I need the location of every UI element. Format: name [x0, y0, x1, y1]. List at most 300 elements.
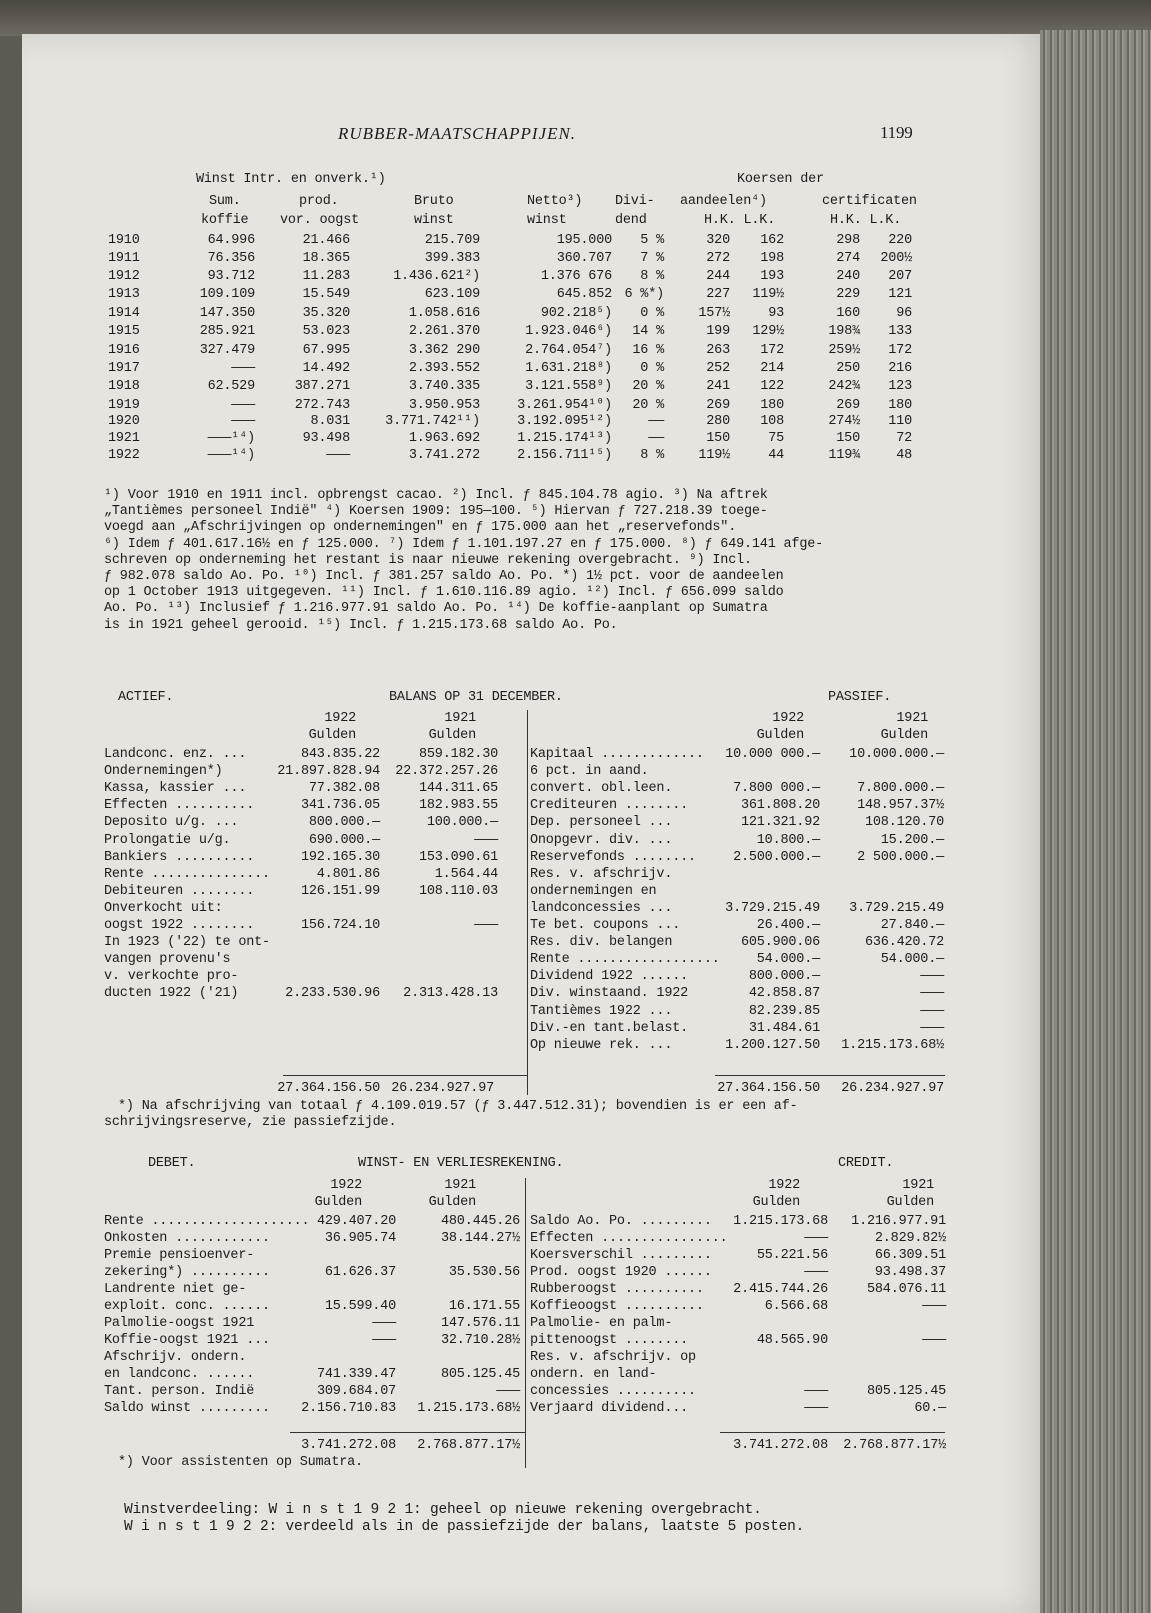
- footnote-line: op 1 October 1913 uitgegeven. ¹¹) Incl. ƒ 1.610.116.89 agio. ¹²) Incl. ƒ 656.099 saldo: [104, 585, 784, 601]
- actief-1922: 126.151.99: [300, 883, 380, 899]
- debet-1922: ———: [372, 1333, 396, 1348]
- actief-1922: 156.724.10: [300, 918, 380, 933]
- debet-1921: 480.445.26: [440, 1214, 520, 1229]
- balans-unit-d: Gulden: [880, 728, 928, 743]
- actief-1922: 77.382.08: [308, 781, 380, 797]
- balans-year-1921-p: 1921: [896, 711, 928, 726]
- credit-title: CREDIT.: [838, 1156, 894, 1171]
- debet-1921: 38.144.27½: [440, 1231, 520, 1246]
- footnote-line: ¹) Voor 1910 en 1911 incl. opbrengst cacao. ²) Incl. ƒ 845.104.78 agio. ³) Na aftrek: [104, 488, 768, 503]
- debet-1921: 16.171.55: [448, 1299, 520, 1314]
- passief-1922: 2.500.000.—: [733, 849, 820, 865]
- sum-cell: ———: [231, 414, 255, 429]
- passief-1922: 121.321.92: [740, 815, 820, 831]
- cert-hk-cell: 274: [836, 251, 860, 266]
- head-bruto2: winst: [414, 213, 454, 228]
- balans-year-1922: 1922: [324, 711, 356, 726]
- netto-cell: 3.192.095¹²): [517, 414, 612, 429]
- actief-1921: 22.372.257.26: [395, 764, 498, 780]
- prod-cell: 67.995: [302, 343, 350, 358]
- head-sum2: koffie: [201, 213, 249, 228]
- passief-total-rule: [715, 1075, 945, 1076]
- credit-label: Prod. oogst 1920 ......: [530, 1265, 712, 1280]
- cert-hk-cell: 298: [836, 233, 860, 248]
- head-bruto: Bruto: [414, 194, 454, 209]
- winst-year-1922-c: 1922: [768, 1178, 800, 1193]
- actief-total-1922: 27.364.156.50: [277, 1081, 380, 1096]
- passief-label: convert. obl.leen.: [530, 781, 673, 797]
- netto-cell: 3.121.558⁹): [525, 379, 612, 394]
- debet-1921: ———: [496, 1384, 520, 1399]
- bruto-cell: 3.362 290: [408, 343, 480, 358]
- aandeelen-lk-cell: 119½: [752, 287, 784, 302]
- actief-title: ACTIEF.: [118, 690, 174, 705]
- passief-1921: 636.420.72: [864, 935, 944, 951]
- aandeelen-hk-cell: 269: [706, 398, 730, 413]
- actief-label: ducten 1922 ('21): [104, 986, 239, 1002]
- cert-lk-cell: 133: [888, 324, 912, 339]
- bruto-cell: 3.771.742¹¹): [385, 414, 480, 429]
- credit-1922: 48.565.90: [756, 1333, 828, 1348]
- actief-label: vangen provenu's: [104, 952, 231, 968]
- debet-label: Landrente niet ge-: [104, 1282, 247, 1297]
- head-aand2: H.K. L.K.: [704, 213, 776, 228]
- year-cell: 1915: [108, 324, 140, 339]
- actief-total-rule: [283, 1075, 528, 1076]
- aandeelen-lk-cell: 198: [760, 251, 784, 266]
- dividend-cell: 14 %: [632, 324, 664, 339]
- passief-1921: ———: [920, 1003, 944, 1019]
- credit-1922: ———: [804, 1384, 828, 1399]
- actief-label: oogst 1922 ........: [104, 918, 255, 933]
- balans-divider: [527, 710, 528, 1095]
- actief-1922: 690.000.—: [308, 832, 380, 848]
- passief-1921: 2 500.000.—: [857, 849, 944, 865]
- sum-cell: 327.479: [199, 343, 255, 358]
- passief-1922: 82.239.85: [748, 1003, 820, 1019]
- passief-1921: 10.000.000.—: [849, 747, 944, 762]
- netto-cell: 1.631.218⁸): [525, 361, 612, 376]
- debet-total-1922: 3.741.272.08: [301, 1438, 396, 1453]
- passief-1921: ———: [920, 969, 944, 985]
- credit-1922: 55.221.56: [756, 1248, 828, 1263]
- credit-1921: 66.309.51: [874, 1248, 946, 1263]
- passief-1922: 3.729.215.49: [725, 900, 820, 916]
- debet-label: Saldo winst .........: [104, 1401, 270, 1416]
- actief-label: v. verkochte pro-: [104, 969, 239, 985]
- dividend-cell: 0 %: [640, 361, 664, 376]
- actief-label: Prolongatie u/g.: [104, 832, 231, 848]
- cert-lk-cell: 180: [888, 398, 912, 413]
- passief-1922: 7.800 000.—: [733, 781, 820, 797]
- cert-hk-cell: 240: [836, 269, 860, 284]
- winst-unit-c: Gulden: [752, 1195, 800, 1210]
- cert-lk-cell: 110: [888, 414, 912, 429]
- netto-cell: 360.707: [556, 251, 612, 266]
- dividend-cell: 20 %: [632, 398, 664, 413]
- credit-1922: 6.566.68: [764, 1299, 828, 1314]
- winst-unit-b: Gulden: [428, 1195, 476, 1210]
- cert-lk-cell: 216: [888, 361, 912, 376]
- bruto-cell: 1.058.616: [408, 306, 480, 321]
- actief-1921: 1.564.44: [434, 866, 498, 882]
- passief-label: Div. winstaand. 1922: [530, 986, 689, 1002]
- aandeelen-lk-cell: 122: [760, 379, 784, 394]
- aandeelen-hk-cell: 150: [706, 431, 730, 446]
- head-netto: Netto³): [527, 194, 583, 209]
- balans-title: BALANS OP 31 DECEMBER.: [389, 690, 563, 705]
- aandeelen-lk-cell: 172: [760, 343, 784, 358]
- debet-total-rule: [290, 1432, 525, 1433]
- cert-lk-cell: 123: [888, 379, 912, 394]
- credit-label: Koffieoogst ..........: [530, 1299, 704, 1314]
- passief-1922: 361.808.20: [740, 798, 820, 814]
- bruto-cell: 3.950.953: [408, 398, 480, 413]
- netto-cell: 2.764.054⁷): [525, 343, 612, 358]
- actief-label: Rente ...............: [104, 866, 270, 882]
- cert-hk-cell: 274½: [828, 414, 860, 429]
- dividend-cell: ——: [648, 431, 664, 446]
- passief-1922: 10.000 000.—: [725, 747, 820, 762]
- actief-label: Ondernemingen*): [104, 764, 223, 780]
- passief-1922: 1.200.127.50: [725, 1037, 820, 1053]
- prod-cell: 14.492: [302, 361, 350, 376]
- balans-unit-a: Gulden: [308, 728, 356, 743]
- cert-hk-cell: 229: [836, 287, 860, 302]
- sum-cell: 64.996: [207, 233, 255, 248]
- aandeelen-hk-cell: 199: [706, 324, 730, 339]
- aandeelen-lk-cell: 75: [768, 431, 784, 446]
- bruto-cell: 3.741.272: [408, 448, 480, 463]
- balans-unit-c: Gulden: [756, 728, 804, 743]
- footnote-line: is in 1921 geheel gerooid. ¹⁵) Incl. ƒ 1.215.173.68 saldo Ao. Po.: [104, 617, 618, 633]
- aandeelen-hk-cell: 244: [706, 269, 730, 284]
- actief-label: Deposito u/g. ...: [104, 815, 239, 831]
- credit-label: Palmolie- en palm-: [530, 1316, 673, 1331]
- debet-1922: 741.339.47: [316, 1367, 396, 1382]
- debet-1921: 1.215.173.68½: [417, 1401, 520, 1416]
- credit-1922: ———: [804, 1265, 828, 1280]
- aandeelen-lk-cell: 193: [760, 269, 784, 284]
- cert-lk-cell: 207: [888, 269, 912, 284]
- debet-label: exploit. conc. ......: [104, 1299, 270, 1314]
- passief-1921: 54.000.—: [880, 952, 944, 968]
- passief-1921: 148.957.37½: [857, 798, 944, 814]
- head-prod2: vor. oogst: [280, 213, 360, 228]
- prod-cell: 8.031: [310, 414, 350, 429]
- dividend-cell: 16 %: [632, 343, 664, 358]
- aandeelen-hk-cell: 119½: [698, 448, 730, 463]
- actief-1922: 21.897.828.94: [277, 764, 380, 780]
- actief-label: In 1923 ('22) te ont-: [104, 935, 270, 951]
- year-cell: 1920: [108, 414, 140, 429]
- credit-label: Rubberoogst ..........: [530, 1282, 704, 1297]
- credit-1921: 805.125.45: [866, 1384, 946, 1399]
- debet-1922: 15.599.40: [324, 1299, 396, 1314]
- credit-label: pittenoogst ........: [530, 1333, 689, 1348]
- credit-1921: 1.216.977.91: [851, 1214, 946, 1229]
- actief-1921: 100.000.—: [426, 815, 498, 831]
- sum-cell: 93.712: [207, 269, 255, 284]
- cert-hk-cell: 259½: [828, 343, 860, 358]
- aandeelen-lk-cell: 93: [768, 306, 784, 321]
- dividend-cell: 8 %: [640, 269, 664, 284]
- aandeelen-lk-cell: 214: [760, 361, 784, 376]
- netto-cell: 1.923.046⁶): [525, 324, 612, 339]
- netto-cell: 1.376 676: [540, 269, 612, 284]
- winst-year-1921: 1921: [444, 1178, 476, 1193]
- balans-year-1921: 1921: [444, 711, 476, 726]
- passief-label: Reservefonds ........: [530, 849, 696, 865]
- balans-year-1922-p: 1922: [772, 711, 804, 726]
- book-page-edges: [1040, 30, 1151, 1613]
- bruto-cell: 623.109: [424, 287, 480, 302]
- year-cell: 1914: [108, 306, 140, 321]
- debet-1922: 2.156.710.83: [301, 1401, 396, 1416]
- actief-1921: 153.090.61: [418, 849, 498, 865]
- actief-1922: 341.736.05: [300, 798, 380, 814]
- aandeelen-lk-cell: 162: [760, 233, 784, 248]
- dividend-cell: 8 %: [640, 448, 664, 463]
- actief-1921: 108.110.03: [418, 883, 498, 899]
- credit-1922: ———: [804, 1231, 828, 1246]
- winstverdeeling-1922: W i n s t 1 9 2 2: verdeeld als in de passiefzijde der balans, laatste 5 posten.: [124, 1519, 805, 1535]
- sum-cell: ———: [231, 361, 255, 376]
- prod-cell: 93.498: [302, 431, 350, 446]
- cert-hk-cell: 119¾: [828, 448, 860, 463]
- passief-label: Onopgevr. div. ...: [530, 832, 673, 848]
- sum-cell: ———¹⁴): [207, 448, 255, 463]
- cert-lk-cell: 200½: [880, 251, 912, 266]
- winst-year-1922: 1922: [330, 1178, 362, 1193]
- passief-1921: 3.729.215.49: [849, 900, 944, 916]
- aandeelen-lk-cell: 44: [768, 448, 784, 463]
- head-cert2: H.K. L.K.: [830, 213, 902, 228]
- debet-label: Afschrijv. ondern.: [104, 1350, 247, 1365]
- prod-cell: 21.466: [302, 233, 350, 248]
- netto-cell: 3.261.954¹⁰): [517, 398, 612, 413]
- sum-cell: 285.921: [199, 324, 255, 339]
- head-sum: Sum.: [209, 194, 241, 209]
- netto-cell: 645.852: [556, 287, 612, 302]
- dividend-cell: 7 %: [640, 251, 664, 266]
- winst-note: *) Voor assistenten op Sumatra.: [118, 1455, 363, 1470]
- passief-1921: 1.215.173.68½: [841, 1037, 944, 1053]
- winstverdeeling-1921: Winstverdeeling: W i n s t 1 9 2 1: geheel op nieuwe rekening overgebracht.: [124, 1502, 762, 1518]
- credit-1921: 60.—: [914, 1401, 946, 1416]
- credit-1922: 2.415.744.26: [733, 1282, 828, 1297]
- winst-unit-a: Gulden: [314, 1195, 362, 1210]
- credit-label: Verjaard dividend...: [530, 1401, 689, 1416]
- cert-lk-cell: 96: [896, 306, 912, 321]
- year-cell: 1913: [108, 287, 140, 302]
- year-cell: 1921: [108, 431, 140, 446]
- debet-label: Tant. person. Indië: [104, 1384, 255, 1399]
- passief-1922: 10.800.—: [756, 832, 820, 848]
- cert-hk-cell: 250: [836, 361, 860, 376]
- prod-cell: 53.023: [302, 324, 350, 339]
- bruto-cell: 215.709: [424, 233, 480, 248]
- aandeelen-hk-cell: 280: [706, 414, 730, 429]
- sum-cell: 147.350: [199, 306, 255, 321]
- debet-1921: 805.125.45: [440, 1367, 520, 1382]
- actief-1921: 2.313.428.13: [403, 986, 498, 1002]
- head-divi2: dend: [615, 213, 647, 228]
- balans-note-2: schrijvingsreserve, zie passiefzijde.: [104, 1115, 397, 1130]
- sum-cell: ———¹⁴): [207, 431, 255, 446]
- actief-label: Kassa, kassier ...: [104, 781, 247, 797]
- debet-1922: 61.626.37: [324, 1265, 396, 1280]
- credit-label: ondern. en land-: [530, 1367, 657, 1382]
- passief-1922: 800.000.—: [748, 969, 820, 985]
- winst-year-1921-c: 1921: [902, 1178, 934, 1193]
- passief-label: Res. div. belangen: [530, 935, 673, 951]
- actief-1922: 800.000.—: [308, 815, 380, 831]
- page-number: 1199: [880, 123, 913, 142]
- actief-label: Bankiers ..........: [104, 849, 255, 865]
- debet-1922: 309.684.07: [316, 1384, 396, 1399]
- prod-cell: 387.271: [294, 379, 350, 394]
- credit-total-rule: [720, 1432, 945, 1433]
- prod-cell: 15.549: [302, 287, 350, 302]
- bruto-cell: 3.740.335: [408, 379, 480, 394]
- debet-label: en landconc. ......: [104, 1367, 255, 1382]
- dividend-cell: 6 %*): [624, 287, 664, 302]
- debet-1922: 36.905.74: [324, 1231, 396, 1246]
- year-cell: 1910: [108, 233, 140, 248]
- passief-label: Kapitaal .............: [530, 747, 704, 762]
- passief-label: 6 pct. in aand.: [530, 764, 649, 780]
- winst-unit-d: Gulden: [886, 1195, 934, 1210]
- dividend-cell: ——: [648, 414, 664, 429]
- bruto-cell: 2.261.370: [408, 324, 480, 339]
- debet-label: Premie pensioenver-: [104, 1248, 255, 1263]
- passief-1921: 108.120.70: [864, 815, 944, 831]
- sum-cell: 109.109: [199, 287, 255, 302]
- prod-cell: 11.283: [302, 269, 350, 284]
- actief-1922: 843.835.22: [300, 747, 380, 762]
- actief-1921: ———: [474, 918, 498, 933]
- passief-1922: 605.900.06: [740, 935, 820, 951]
- debet-label: Rente ....................: [104, 1214, 310, 1229]
- year-cell: 1911: [108, 251, 140, 266]
- aandeelen-lk-cell: 180: [760, 398, 784, 413]
- passief-label: Res. v. afschrijv.: [530, 866, 673, 882]
- passief-label: Op nieuwe rek. ...: [530, 1037, 673, 1053]
- debet-1922: ———: [372, 1316, 396, 1331]
- netto-cell: 195.000: [556, 233, 612, 248]
- actief-label: Effecten ..........: [104, 798, 255, 814]
- actief-1922: 4.801.86: [316, 866, 380, 882]
- cert-hk-cell: 269: [836, 398, 860, 413]
- passief-label: landconcessies ...: [530, 900, 673, 916]
- aandeelen-hk-cell: 272: [706, 251, 730, 266]
- netto-cell: 902.218⁵): [540, 306, 612, 321]
- debet-title: DEBET.: [148, 1156, 196, 1171]
- aandeelen-hk-cell: 227: [706, 287, 730, 302]
- debet-label: Koffie-oogst 1921 ...: [104, 1333, 270, 1348]
- prod-cell: ———: [326, 448, 350, 463]
- actief-label: Onverkocht uit:: [104, 900, 223, 916]
- head-aand: aandeelen⁴): [680, 194, 767, 209]
- credit-label: Res. v. afschrijv. op: [530, 1350, 696, 1365]
- passief-1921: ———: [920, 1020, 944, 1036]
- credit-total-1921: 2.768.877.17½: [843, 1438, 946, 1453]
- footnote-line: Ao. Po. ¹³) Inclusief ƒ 1.216.977.91 saldo Ao. Po. ¹⁴) De koffie-aanplant op Sumatra: [104, 601, 768, 617]
- bruto-cell: 1.436.621²): [393, 269, 480, 284]
- actief-total-1921: 26.234.927.97: [391, 1081, 494, 1096]
- debet-1921: 32.710.28½: [440, 1333, 520, 1348]
- credit-1921: 584.076.11: [866, 1282, 946, 1297]
- balans-unit-b: Gulden: [428, 728, 476, 743]
- actief-1922: 2.233.530.96: [285, 986, 380, 1002]
- scan-top-edge: [0, 0, 1151, 36]
- netto-cell: 2.156.711¹⁵): [517, 448, 612, 463]
- actief-1922: 192.165.30: [300, 849, 380, 865]
- head-divi: Divi-: [615, 194, 655, 209]
- passief-label: Te bet. coupons ...: [530, 918, 681, 933]
- head-cert: certificaten: [822, 194, 917, 209]
- prod-cell: 18.365: [302, 251, 350, 266]
- actief-1921: 144.311.65: [418, 781, 498, 797]
- dividend-cell: 20 %: [632, 379, 664, 394]
- year-cell: 1922: [108, 448, 140, 463]
- year-cell: 1916: [108, 343, 140, 358]
- credit-1922: 1.215.173.68: [733, 1214, 828, 1229]
- winst-title: WINST- EN VERLIESREKENING.: [358, 1156, 564, 1171]
- balans-note-1: *) Na afschrijving van totaal ƒ 4.109.019.57 (ƒ 3.447.512.31); bovendien is er een af-: [118, 1099, 798, 1114]
- passief-label: Dep. personeel ...: [530, 815, 673, 831]
- passief-1921: 7.800.000.—: [857, 781, 944, 797]
- passief-title: PASSIEF.: [828, 690, 892, 705]
- sum-cell: 76.356: [207, 251, 255, 266]
- dividend-cell: 5 %: [640, 233, 664, 248]
- credit-1921: ———: [922, 1299, 946, 1314]
- year-cell: 1919: [108, 398, 140, 413]
- bruto-cell: 2.393.552: [408, 361, 480, 376]
- debet-label: Onkosten ............: [104, 1231, 270, 1246]
- footnote-line: voegd aan „Afschrijvingen op ondernemingen" en ƒ 175.000 aan het „reservefonds".: [104, 520, 737, 536]
- credit-1922: ———: [804, 1401, 828, 1416]
- passief-1922: 42.858.87: [748, 986, 820, 1002]
- debet-1921: 147.576.11: [440, 1316, 520, 1331]
- head-netto2: winst: [527, 213, 567, 228]
- netto-cell: 1.215.174¹³): [517, 431, 612, 446]
- passief-1921: ———: [920, 986, 944, 1002]
- aandeelen-hk-cell: 263: [706, 343, 730, 358]
- footnote-line: „Tantièmes personeel Indië" ⁴) Koersen 1909: 195—100. ⁵) Hiervan ƒ 727.218.39 toege-: [104, 504, 768, 520]
- footnote-line: ⁶) Idem ƒ 401.617.16½ en ƒ 125.000. ⁷) Idem ƒ 1.101.197.27 en ƒ 175.000. ⁸) ƒ 649.141 afge-: [104, 536, 824, 552]
- aandeelen-hk-cell: 252: [706, 361, 730, 376]
- passief-1922: 31.484.61: [748, 1020, 820, 1036]
- credit-1921: 2.829.82½: [874, 1231, 946, 1246]
- winst-divider: [525, 1178, 526, 1468]
- cert-hk-cell: 160: [836, 306, 860, 321]
- year-cell: 1918: [108, 379, 140, 394]
- debet-total-1921: 2.768.877.17½: [417, 1438, 520, 1453]
- actief-1921: 859.182.30: [418, 747, 498, 762]
- passief-1922: 54.000.—: [756, 952, 820, 968]
- passief-label: Dividend 1922 ......: [530, 969, 689, 985]
- bruto-cell: 399.383: [424, 251, 480, 266]
- cert-lk-cell: 121: [888, 287, 912, 302]
- debet-1922: 429.407.20: [316, 1214, 396, 1229]
- credit-1921: 93.498.37: [874, 1265, 946, 1280]
- aandeelen-lk-cell: 129½: [752, 324, 784, 339]
- cert-lk-cell: 172: [888, 343, 912, 358]
- footnote-line: schreven op onderneming het restant is naar nieuwe rekening overgebracht. ⁹) Incl.: [104, 552, 752, 568]
- cert-hk-cell: 242¾: [828, 379, 860, 394]
